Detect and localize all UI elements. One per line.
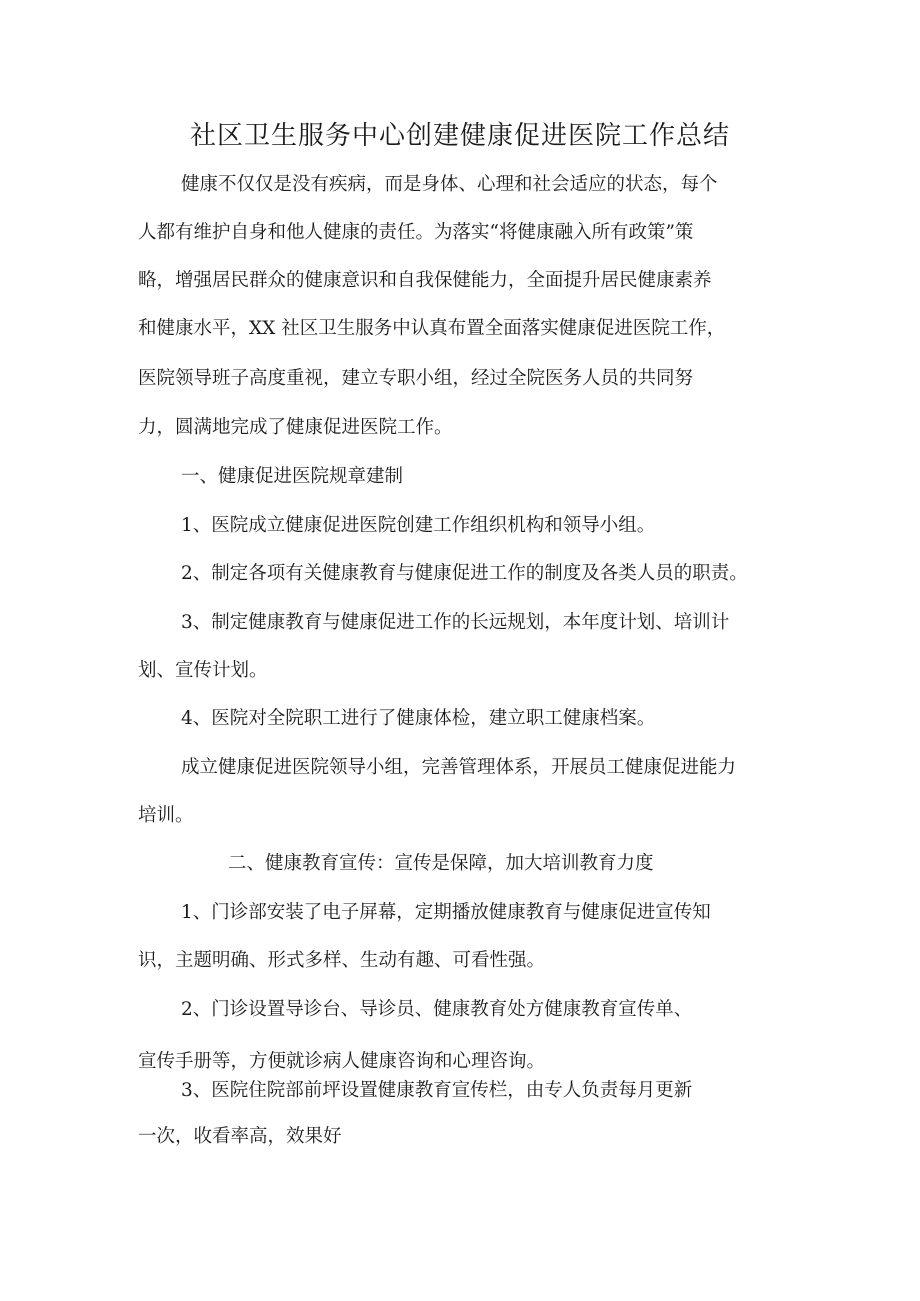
paragraph-line: 医院领导班子高度重视，建立专职小组，经过全院医务人员的共同努 bbox=[138, 368, 694, 389]
list-item-continuation: 宣传手册等，方便就诊病人健康咨询和心理咨询。 bbox=[138, 1051, 546, 1072]
list-item: 2、制定各项有关健康教育与健康促进工作的制度及各类人员的职责。 bbox=[181, 563, 748, 584]
list-item: 2、门诊设置导诊台、导诊员、健康教育处方健康教育宣传单、 bbox=[181, 999, 693, 1020]
list-item-continuation: 识，主题明确、形式多样、生动有趣、可看性强。 bbox=[138, 950, 546, 971]
section-heading: 一、健康促进医院规章建制 bbox=[181, 466, 404, 487]
list-item-continuation: 划、宣传计划。 bbox=[138, 660, 268, 681]
paragraph-line: 力，圆满地完成了健康促进医院工作。 bbox=[138, 417, 453, 438]
list-item: 4、医院对全院职工进行了健康体检，建立职工健康档案。 bbox=[181, 708, 656, 729]
paragraph-line: 培训。 bbox=[138, 805, 194, 826]
list-item: 3、制定健康教育与健康促进工作的长远规划，本年度计划、培训计 bbox=[181, 612, 730, 633]
paragraph-line: 健康不仅仅是没有疾病，而是身体、心理和社会适应的状态，每个 bbox=[181, 174, 718, 195]
list-item: 1、门诊部安装了电子屏幕，定期播放健康教育与健康促进宣传知 bbox=[181, 902, 711, 923]
section-heading: 二、健康教育宣传：宣传是保障，加大培训教育力度 bbox=[228, 853, 654, 874]
paragraph-line: 成立健康促进医院领导小组，完善管理体系，开展员工健康促进能力 bbox=[181, 757, 737, 778]
paragraph-line: 人都有维护自身和他人健康的责任。为落实“将健康融入所有政策”策 bbox=[138, 222, 694, 243]
paragraph-line: 略，增强居民群众的健康意识和自我保健能力，全面提升居民健康素养 bbox=[138, 270, 712, 291]
list-item: 1、医院成立健康促进医院创建工作组织机构和领导小组。 bbox=[181, 515, 656, 536]
list-item: 3、医院住院部前坪设置健康教育宣传栏，由专人负责每月更新 bbox=[181, 1080, 693, 1101]
document-title: 社区卫生服务中心创建健康促进医院工作总结 bbox=[189, 121, 730, 151]
list-item-continuation: 一次，收看率高，效果好 bbox=[138, 1126, 342, 1147]
paragraph-line: 和健康水平，XX 社区卫生服务中认真布置全面落实健康促进医院工作， bbox=[138, 318, 726, 339]
